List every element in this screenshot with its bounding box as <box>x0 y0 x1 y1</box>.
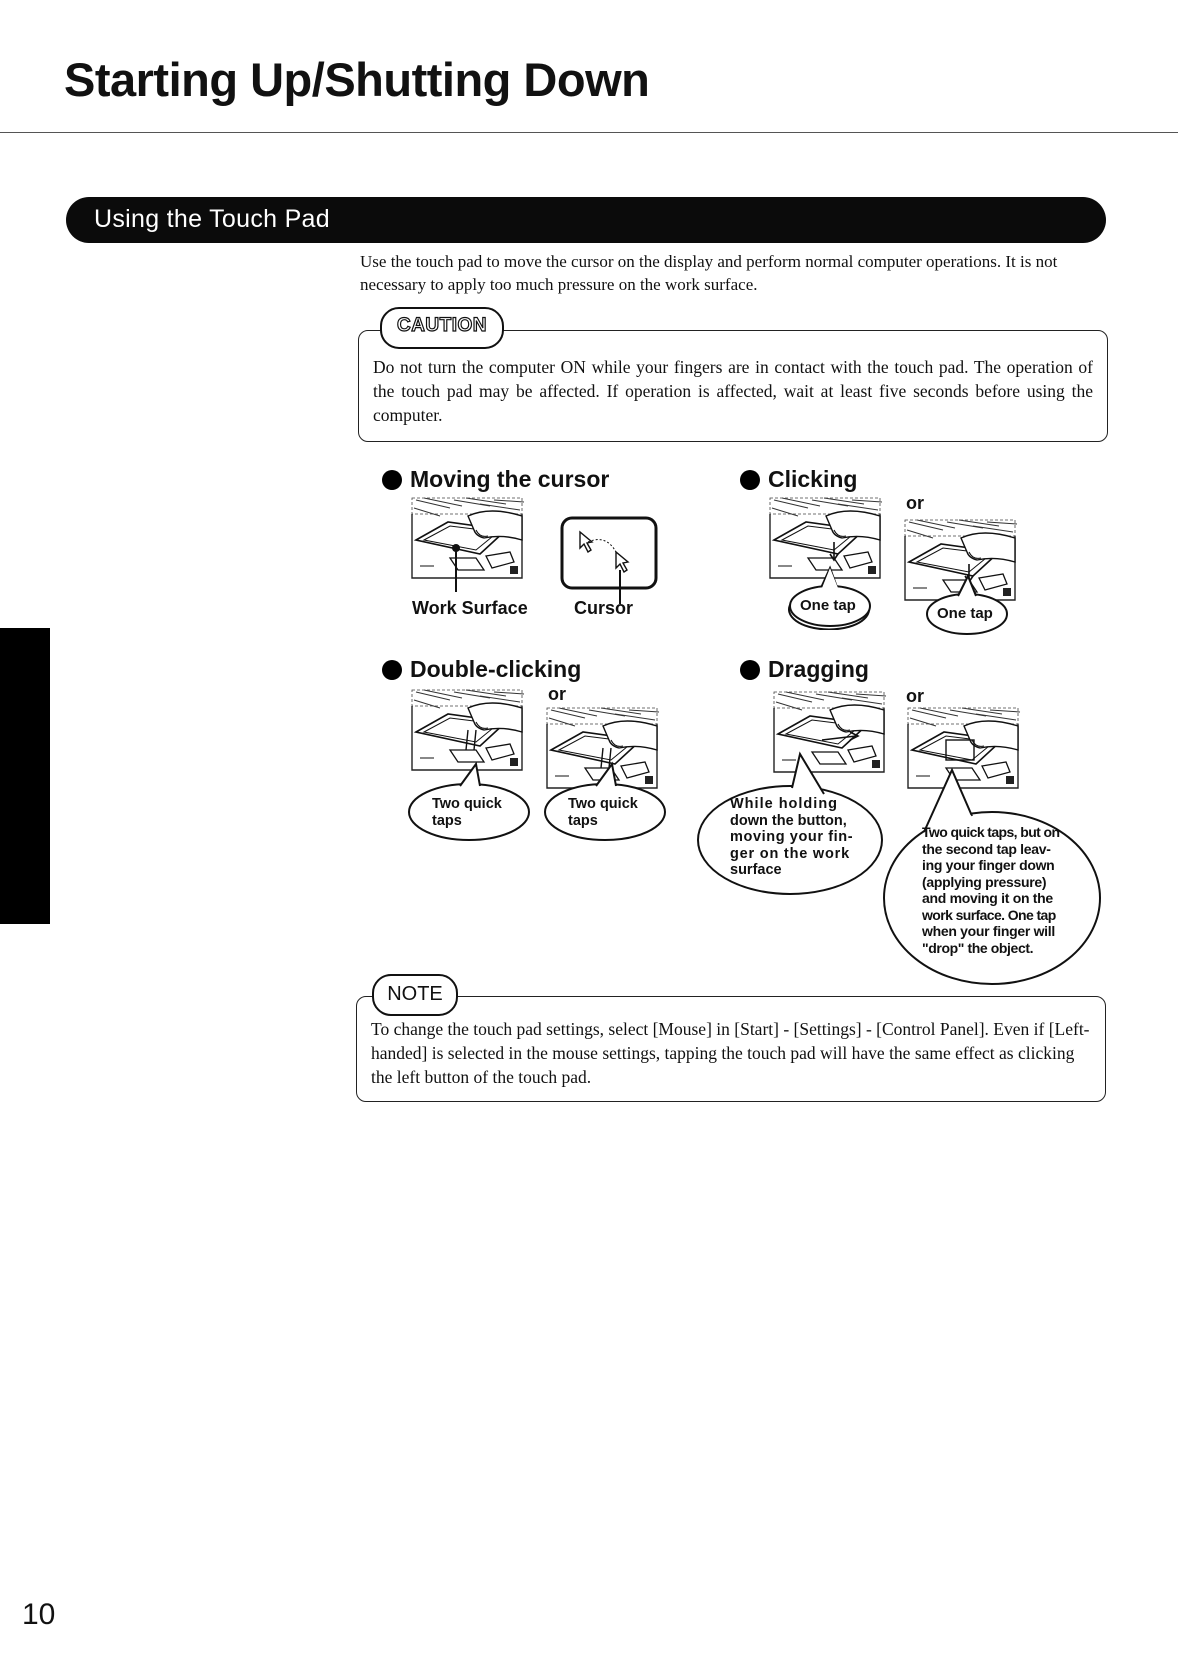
or-label: or <box>906 493 924 513</box>
bubble-one-tap: One tap <box>800 597 856 614</box>
bubble-line: (applying pressure) <box>922 873 1047 890</box>
bubble-line: ing your finger down <box>922 857 1055 873</box>
bubble-line: Two quick <box>568 796 638 812</box>
page-title: Starting Up/Shutting Down <box>64 53 650 106</box>
title-divider <box>0 132 1178 133</box>
bubble-two-quick-taps-drag <box>922 824 1059 956</box>
bubble-line: taps <box>568 812 598 829</box>
bubble-while-holding <box>730 796 853 879</box>
bubble-two-quick-taps <box>432 796 502 829</box>
note-text: To change the touch pad settings, select [Mouse] in [Start] - [Settings] - [Control Panel]. Even if [Left-handed] is selected in the mouse settings, tapping the touch pad will have the same effect as clicking the left button of the touch pad. <box>371 1019 1090 1087</box>
bubble-line: "drop" the object. <box>922 939 1034 956</box>
moving-cursor-heading <box>382 466 609 493</box>
bullet-icon <box>740 470 760 490</box>
moving-cursor-heading-text: Moving the cursor <box>410 466 610 492</box>
intro-paragraph: Use the touch pad to move the cursor on the display and perform normal computer operations. It is not necessary to apply too much pressure on the work surface. <box>360 252 1058 294</box>
page-number: 10 <box>22 1598 56 1631</box>
bubble-line: While holding <box>730 796 839 812</box>
cursor-label: Cursor <box>574 598 634 618</box>
bubble-one-tap: One tap <box>937 605 993 622</box>
bubble-line: moving your fin- <box>730 829 854 845</box>
bubble-two-quick-taps <box>568 796 638 829</box>
caution-badge <box>380 307 504 349</box>
section-header-bar <box>66 197 1106 243</box>
bullet-icon <box>382 470 402 490</box>
section-title: Using the Touch Pad <box>94 205 330 233</box>
bubble-line: Two quick taps, but on <box>922 824 1060 840</box>
chapter-side-tab <box>0 628 50 924</box>
or-label: or <box>906 686 924 706</box>
dragging-heading-text: Dragging <box>768 656 869 682</box>
double-clicking-heading-text: Double-clicking <box>410 656 582 682</box>
bubble-line: when your finger will <box>922 923 1055 939</box>
clicking-heading <box>740 466 857 493</box>
bullet-icon <box>382 660 402 680</box>
caution-text: Do not turn the computer ON while your fingers are in contact with the touch pad. The operation of the touch pad may be affected. If operation is affected, wait at least five seconds before using the computer. <box>373 357 1093 425</box>
bubble-line: the second tap leav- <box>922 840 1051 857</box>
bubble-line: work surface. One tap <box>922 906 1056 923</box>
work-surface-label: Work Surface <box>412 598 528 618</box>
note-box <box>356 996 1106 1102</box>
double-clicking-heading <box>382 656 581 683</box>
display-cursor-icon <box>558 514 660 606</box>
bubble-line: and moving it on the <box>922 890 1053 906</box>
bubble-line: down the button, <box>730 812 847 829</box>
bubble-line: ger on the work <box>730 845 850 862</box>
note-badge <box>372 974 458 1016</box>
bubble-line: taps <box>432 812 462 829</box>
clicking-heading-text: Clicking <box>768 466 858 492</box>
note-label: NOTE <box>387 983 443 1005</box>
or-label: or <box>548 684 566 704</box>
bubble-line: Two quick <box>432 796 502 812</box>
touch-pad-illustration <box>410 496 530 596</box>
bubble-line: surface <box>730 862 782 878</box>
dragging-heading <box>740 656 869 683</box>
bullet-icon <box>740 660 760 680</box>
caution-label: CAUTION <box>396 315 488 336</box>
